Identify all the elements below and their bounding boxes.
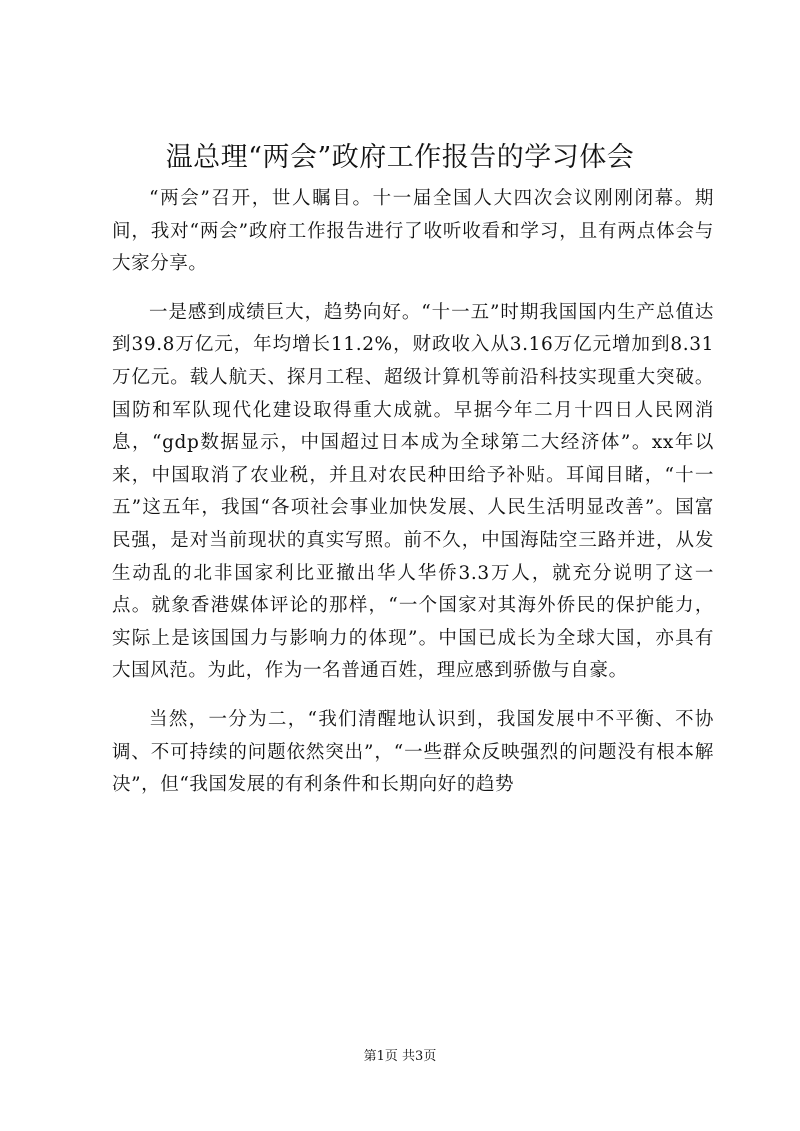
document-body: [112, 183, 714, 802]
paragraph-intro: “两会”召开，世人瞩目。十一届全国人大四次会议刚刚闭幕。期间，我对“两会”政府工作报告进行了收听收看和学习，且有两点体会与大家分享。: [112, 188, 714, 275]
paragraph-challenges: 当然，一分为二，“我们清醒地认识到，我国发展中不平衡、不协调、不可持续的问题依然突出”，“一些群众反映强烈的问题没有根本解决”，但“我国发展的有利条件和长期向好的趋势: [112, 708, 714, 796]
page-footer: 第1页 共3页: [363, 1049, 437, 1064]
paragraph-achievements: 一是感到成绩巨大，趋势向好。“十一五”时期我国国内生产总值达到39.8万亿元，年均增长11.2%，财政收入从3.16万亿元增加到8.31万亿元。载人航天、探月工程、超级计算机等前沿科技实现重大突破。国防和军队现代化建设取得重大成就。早据今年二月十四日人民网消息，“gdp数据显示，中国超过日本成为全球第二大经济体”。xx年以来，中国取消了农业税，并且对农民种田给予补贴。耳闻目睹，“十一五”这五年，我国“各项社会事业加快发展、人民生活明显改善”。国富民强，是对当前现状的真实写照。前不久，中国海陆空三路并进，从发生动乱的北非国家利比亚撤出华人华侨3.3万人，就充分说明了这一点。就象香港媒体评论的那样，“一个国家对其海外侨民的保护能力，实际上是该国国力与影响力的体现”。中国已成长为全球大国，亦具有大国风范。为此，作为一名普通百姓，理应感到骄傲与自豪。: [112, 301, 714, 682]
page-title: 温总理“两会”政府工作报告的学习体会: [165, 142, 635, 173]
